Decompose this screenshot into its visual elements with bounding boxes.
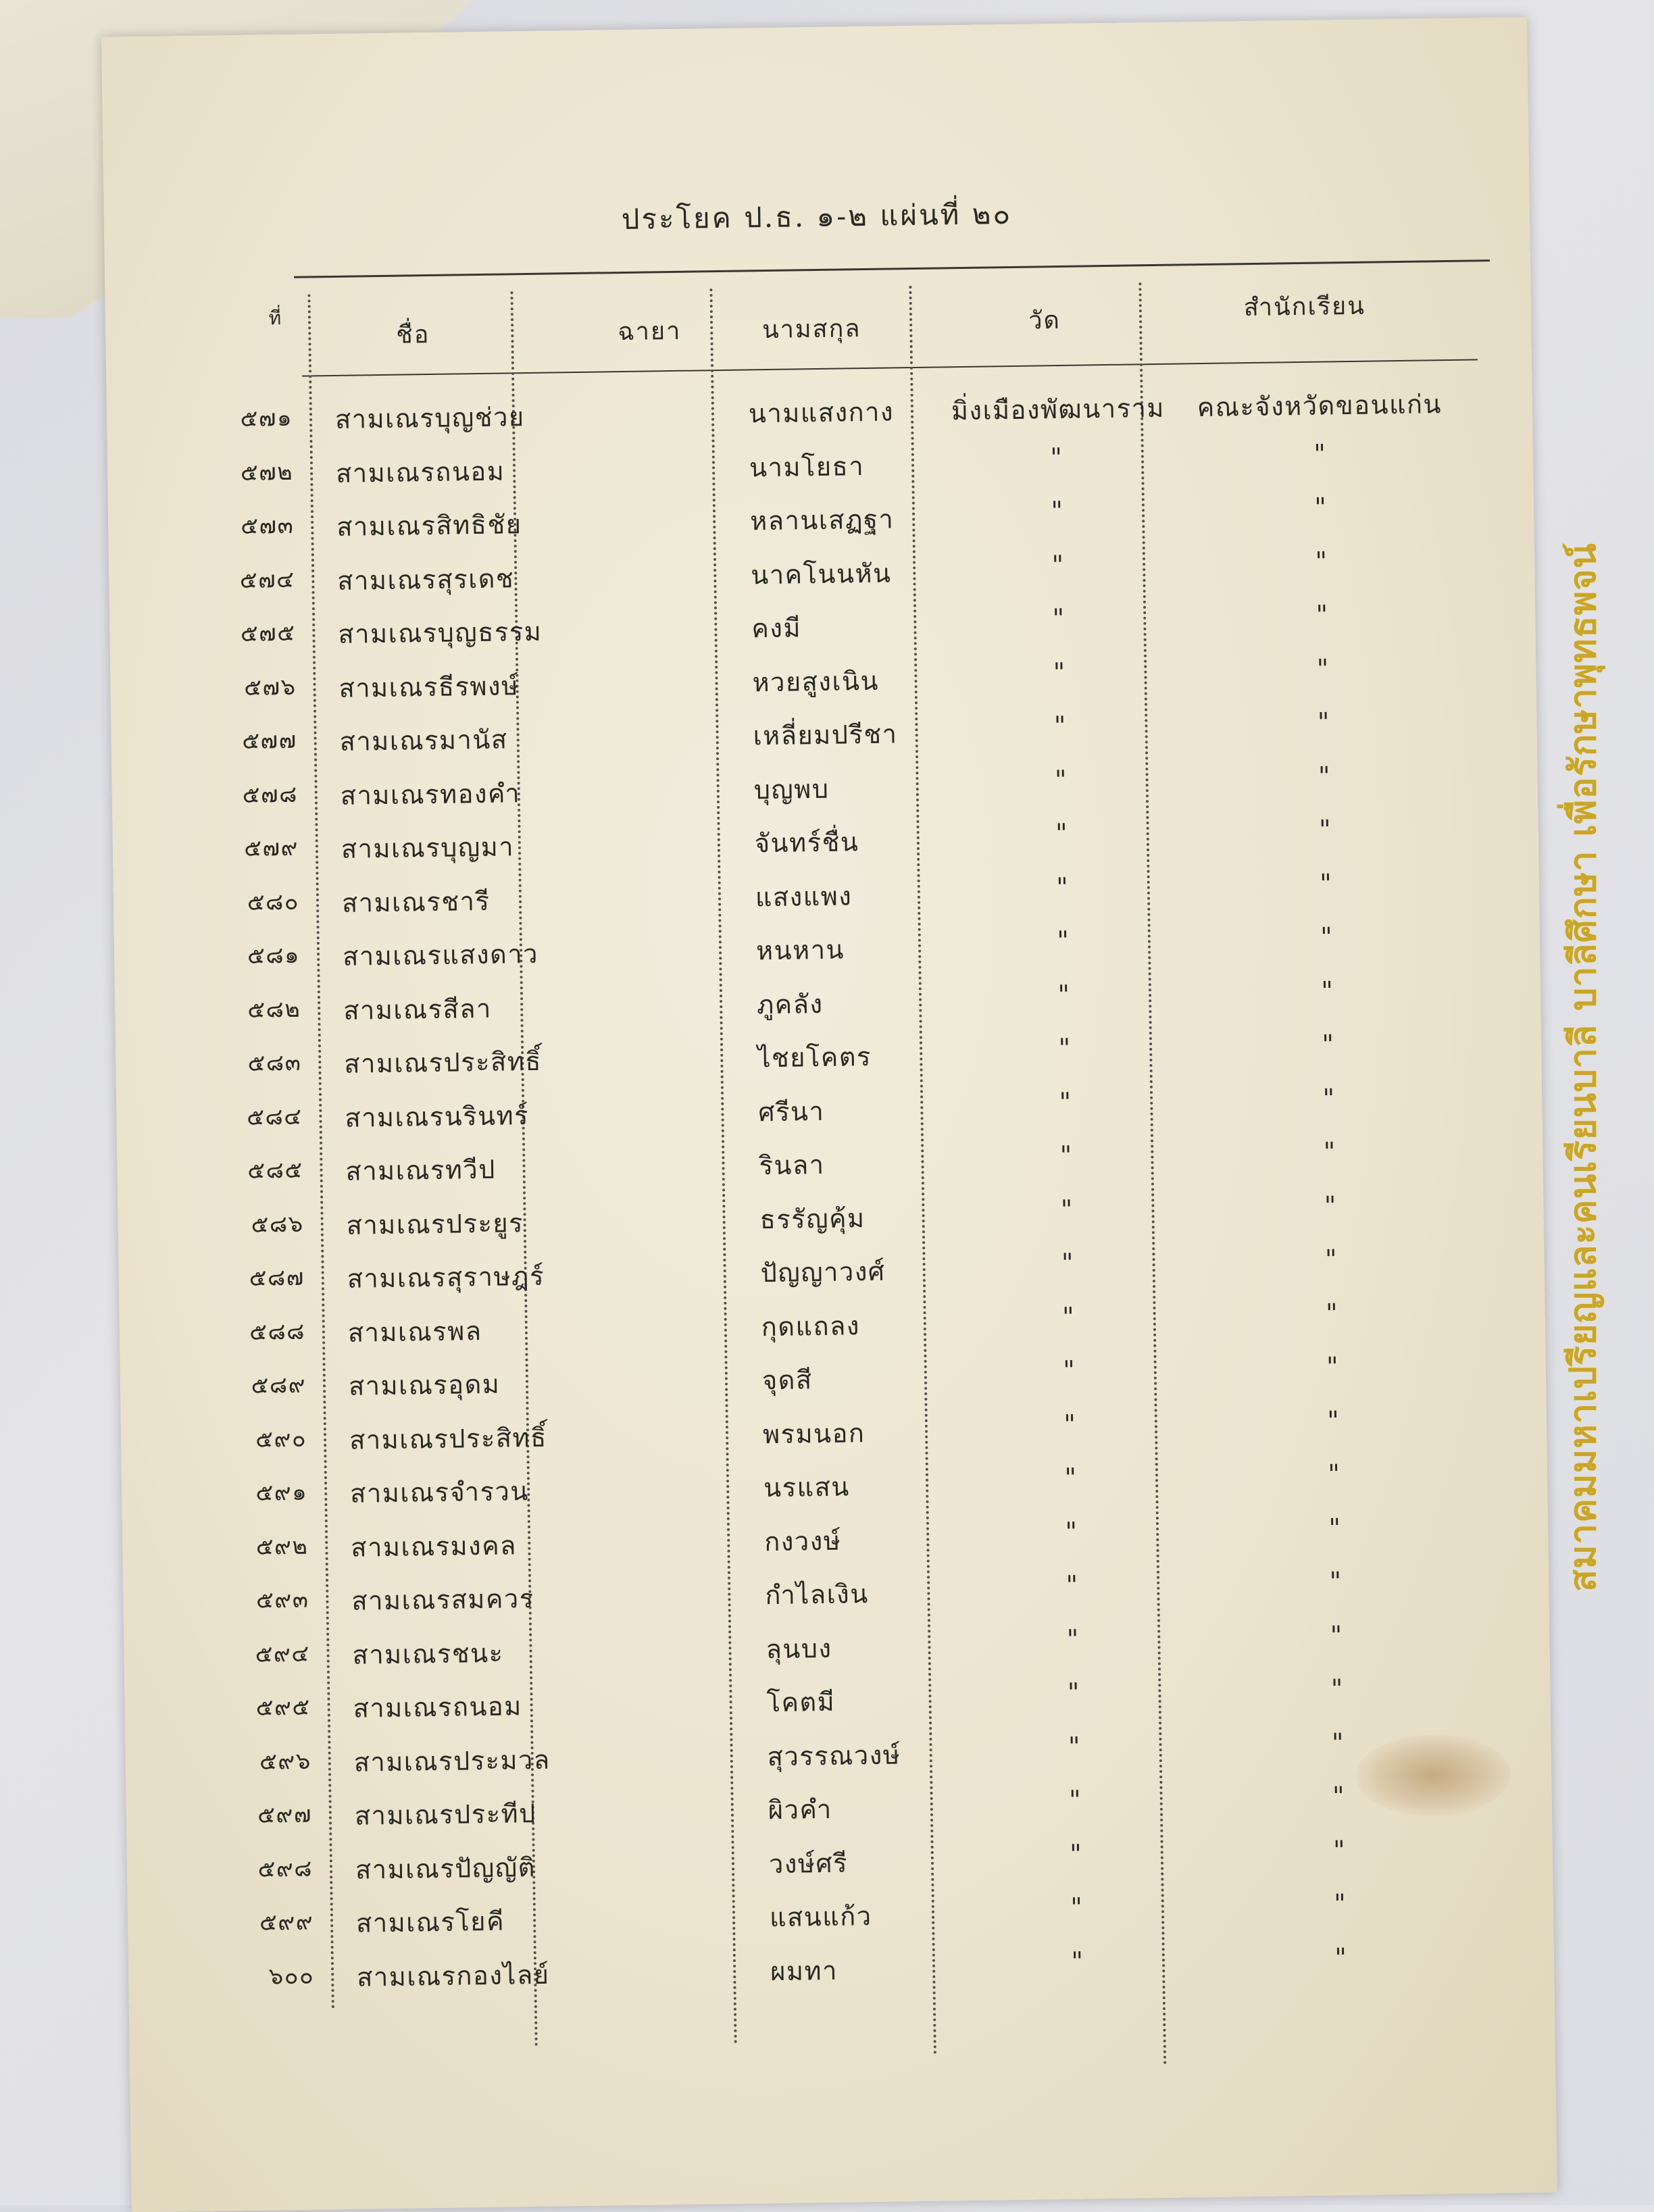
row-wat: มิ่งเมืองพัฒนาราม <box>951 393 1166 426</box>
row-number: ๕๗๑ <box>240 404 293 432</box>
row-surname: ศรีนา <box>758 1096 825 1127</box>
row-wat: " <box>1069 1838 1083 1869</box>
row-name: สามเณรชนะ <box>352 1638 504 1670</box>
row-wat: " <box>1055 872 1070 902</box>
row-office: " <box>1332 1781 1346 1811</box>
row-surname: จุดสี <box>761 1365 813 1396</box>
row-wat: " <box>1051 495 1064 526</box>
row-name: สามเณรพล <box>347 1315 482 1348</box>
row-number: ๕๗๗ <box>242 726 297 755</box>
row-name: สามเณรสิทธิชัย <box>336 509 522 542</box>
row-name: สามเณรสุรเดช <box>337 563 515 596</box>
row-wat: " <box>1061 1301 1076 1332</box>
row-name: สามเณรนรินทร์ <box>345 1100 530 1133</box>
row-office: " <box>1318 760 1332 791</box>
row-number: ๕๘๘ <box>249 1317 306 1346</box>
row-wat: " <box>1055 818 1069 849</box>
row-surname: คงมี <box>751 613 802 644</box>
row-wat: " <box>1066 1569 1080 1601</box>
row-office: " <box>1326 1351 1340 1382</box>
row-name: สามเณรประสิทธิ์ <box>349 1422 548 1455</box>
row-name: สามเณรชารี <box>341 886 491 918</box>
row-office: " <box>1317 707 1331 737</box>
row-number: ๕๘๒ <box>247 995 301 1024</box>
row-office: " <box>1320 922 1334 952</box>
row-surname: พรมนอก <box>762 1417 866 1449</box>
row-wat: " <box>1062 1355 1076 1386</box>
row-wat: " <box>1053 710 1068 741</box>
row-wat: " <box>1060 1194 1074 1224</box>
row-surname: กำไลเงิน <box>765 1579 869 1611</box>
row-office: " <box>1315 545 1328 576</box>
row-surname: ผมทา <box>770 1955 838 1986</box>
header-top-rule <box>294 259 1490 278</box>
row-number: ๕๘๔ <box>246 1103 303 1131</box>
row-wat: " <box>1054 764 1068 795</box>
row-surname: แสงแพง <box>755 880 853 912</box>
row-wat: " <box>1063 1409 1077 1439</box>
row-wat: " <box>1053 657 1067 687</box>
row-surname: จันทร์ชื่น <box>754 827 859 859</box>
header-office: สำนักเรียน <box>1243 292 1366 322</box>
row-name: สามเณรถนอม <box>353 1691 523 1724</box>
row-name: สามเณรธีรพงษ์ <box>339 670 520 703</box>
row-number: ๕๘๐ <box>247 888 300 916</box>
row-wat: " <box>1058 1032 1072 1063</box>
row-office: " <box>1315 599 1330 630</box>
row-office: " <box>1316 653 1330 684</box>
row-name: สามเณรแสงดาว <box>342 938 539 972</box>
row-number: ๕๙๘ <box>257 1855 314 1883</box>
document-page <box>101 17 1557 2212</box>
row-name: สามเณรถนอม <box>335 455 505 488</box>
row-number: ๕๙๒ <box>255 1532 309 1561</box>
row-office: " <box>1318 814 1332 845</box>
row-number: ๕๗๕ <box>240 619 296 647</box>
row-office: " <box>1321 975 1334 1006</box>
row-surname: นามโยธา <box>749 451 865 482</box>
row-office: " <box>1322 1029 1335 1059</box>
row-wat: " <box>1068 1784 1082 1815</box>
row-number: ๕๗๙ <box>243 834 299 862</box>
row-name: สามเณรสุราษฎร์ <box>347 1261 545 1294</box>
row-wat: " <box>1050 442 1063 472</box>
row-surname: หวยสูงเนิน <box>752 665 880 697</box>
row-wat: " <box>1067 1677 1081 1708</box>
row-surname: แสนแก้ว <box>769 1901 872 1933</box>
row-wat: " <box>1064 1462 1078 1493</box>
row-office: " <box>1322 1082 1336 1113</box>
row-number: ๕๙๕ <box>255 1693 311 1721</box>
row-name: สามเณรบุญธรรม <box>338 616 543 649</box>
row-wat: " <box>1052 603 1066 634</box>
row-office: " <box>1334 1942 1348 1973</box>
row-wat: " <box>1065 1516 1078 1547</box>
row-name: สามเณรจำรวน <box>349 1476 530 1509</box>
row-number: ๕๗๖ <box>243 673 297 701</box>
row-wat: " <box>1057 925 1070 956</box>
row-name: สามเณรกองไลย์ <box>356 1959 550 1992</box>
row-name: สามเณรทวีป <box>345 1154 497 1186</box>
row-name: สามเณรประสิทธิ์ <box>344 1046 543 1079</box>
row-number: ๕๙๐ <box>255 1425 307 1453</box>
row-number: ๕๗๒ <box>240 458 294 486</box>
row-number: ๕๙๖ <box>259 1747 312 1776</box>
header-surname: นามสกุล <box>761 315 861 345</box>
row-surname: ธรรัญคุ้ม <box>759 1203 866 1234</box>
row-name: สามเณรปัญญัติ <box>355 1852 536 1885</box>
row-surname: ไชยโคตร <box>757 1041 872 1074</box>
row-name: สามเณรบุญมา <box>341 832 515 864</box>
row-name: สามเณรบุญช่วย <box>334 402 525 434</box>
row-office: " <box>1331 1727 1345 1758</box>
row-number: ๕๙๗ <box>257 1801 313 1829</box>
header-chaya: ฉายา <box>617 317 682 347</box>
row-wat: " <box>1068 1731 1082 1761</box>
row-name: สามเณรทองคำ <box>340 778 521 811</box>
row-office: " <box>1325 1297 1339 1328</box>
row-surname: โคตมี <box>766 1686 836 1718</box>
row-office: " <box>1328 1459 1341 1489</box>
row-wat: " <box>1059 1140 1074 1171</box>
row-surname: หลานเสฏฐา <box>749 504 895 536</box>
row-surname: กงวงษ์ <box>763 1526 842 1557</box>
row-name: สามเณรอุดม <box>348 1369 501 1401</box>
row-office: " <box>1313 438 1327 469</box>
row-wat: " <box>1071 1946 1084 1976</box>
row-office: " <box>1324 1244 1338 1274</box>
row-office: " <box>1332 1834 1347 1865</box>
row-name: สามเณรสีลา <box>343 993 493 1026</box>
row-number: ๕๘๗ <box>249 1263 305 1292</box>
row-surname: ลุนบง <box>766 1633 832 1664</box>
row-wat: " <box>1059 1086 1073 1117</box>
row-number: ๕๗๘ <box>242 780 299 809</box>
row-name: สามเณรสมควร <box>351 1584 534 1616</box>
row-wat: " <box>1070 1892 1084 1922</box>
row-surname: ภูคลัง <box>756 988 824 1020</box>
row-number: ๕๘๖ <box>251 1210 304 1238</box>
header-bottom-rule <box>302 359 1478 376</box>
row-surname: กุดแถลง <box>761 1310 861 1342</box>
row-name: สามเณรมานัส <box>339 724 508 757</box>
row-surname: นามแสงกาง <box>748 397 895 429</box>
row-number: ๕๙๔ <box>255 1640 310 1668</box>
row-office: " <box>1327 1405 1340 1436</box>
row-office: " <box>1330 1674 1345 1704</box>
row-number: ๕๙๓ <box>255 1586 309 1614</box>
row-number: ๕๗๓ <box>240 511 295 540</box>
row-surname: นรแสน <box>763 1472 851 1503</box>
row-office: " <box>1329 1566 1343 1597</box>
row-wat: " <box>1061 1247 1075 1278</box>
row-name: สามเณรโยคี <box>355 1906 505 1938</box>
row-number: ๕๘๑ <box>247 941 301 970</box>
row-office: " <box>1319 868 1333 899</box>
watermark: สมาคมมหาเปรียญและคนเรียนบาลี บาลีศึกษา เพื่อรักษาพุทธพจน์ <box>1561 543 1604 1592</box>
header-wat: วัด <box>1028 306 1061 335</box>
row-office: " <box>1324 1190 1338 1221</box>
row-surname: บุญพบ <box>753 774 830 805</box>
row-surname: เหลี่ยมปรีชา <box>753 719 898 751</box>
row-surname: หนหาน <box>755 934 845 966</box>
row-name: สามเณรประยูร <box>346 1207 524 1240</box>
row-number: ๕๘๓ <box>247 1049 302 1077</box>
row-surname: สุวรรณวงษ์ <box>767 1739 901 1771</box>
header-number: ที่ <box>268 307 283 330</box>
row-surname: นาคโนนหัน <box>751 557 892 590</box>
row-wat: " <box>1066 1624 1080 1654</box>
row-surname: วงษ์ศรี <box>768 1848 849 1879</box>
page-title: ประโยค ป.ธ. ๑-๒ แผ่นที่ ๒๐ <box>621 197 1013 236</box>
row-name: สามเณรมงคล <box>351 1530 518 1563</box>
row-number: ๕๘๕ <box>247 1156 303 1184</box>
row-surname: รินลา <box>759 1149 825 1181</box>
row-number: ๕๙๑ <box>255 1478 308 1507</box>
row-surname: ผิวคำ <box>768 1794 833 1826</box>
row-name: สามเณรประทีป <box>354 1799 537 1831</box>
row-name: สามเณรประมวล <box>353 1744 551 1778</box>
row-wat: " <box>1057 979 1071 1009</box>
row-number: ๕๙๙ <box>259 1908 314 1936</box>
row-office: " <box>1328 1512 1342 1543</box>
header-name: ชื่อ <box>395 320 430 349</box>
row-surname: ปัญญาวงศ์ <box>760 1256 886 1288</box>
row-number: ๕๘๙ <box>251 1371 307 1399</box>
row-office: " <box>1323 1136 1337 1167</box>
row-office: " <box>1330 1619 1344 1651</box>
row-wat: " <box>1051 549 1065 580</box>
row-office: " <box>1314 492 1328 522</box>
row-number: ๕๗๔ <box>239 565 295 594</box>
row-office: " <box>1334 1888 1347 1919</box>
row-office: คณะจังหวัดขอนแก่น <box>1197 389 1443 423</box>
row-number: ๖๐๐ <box>268 1962 315 1990</box>
